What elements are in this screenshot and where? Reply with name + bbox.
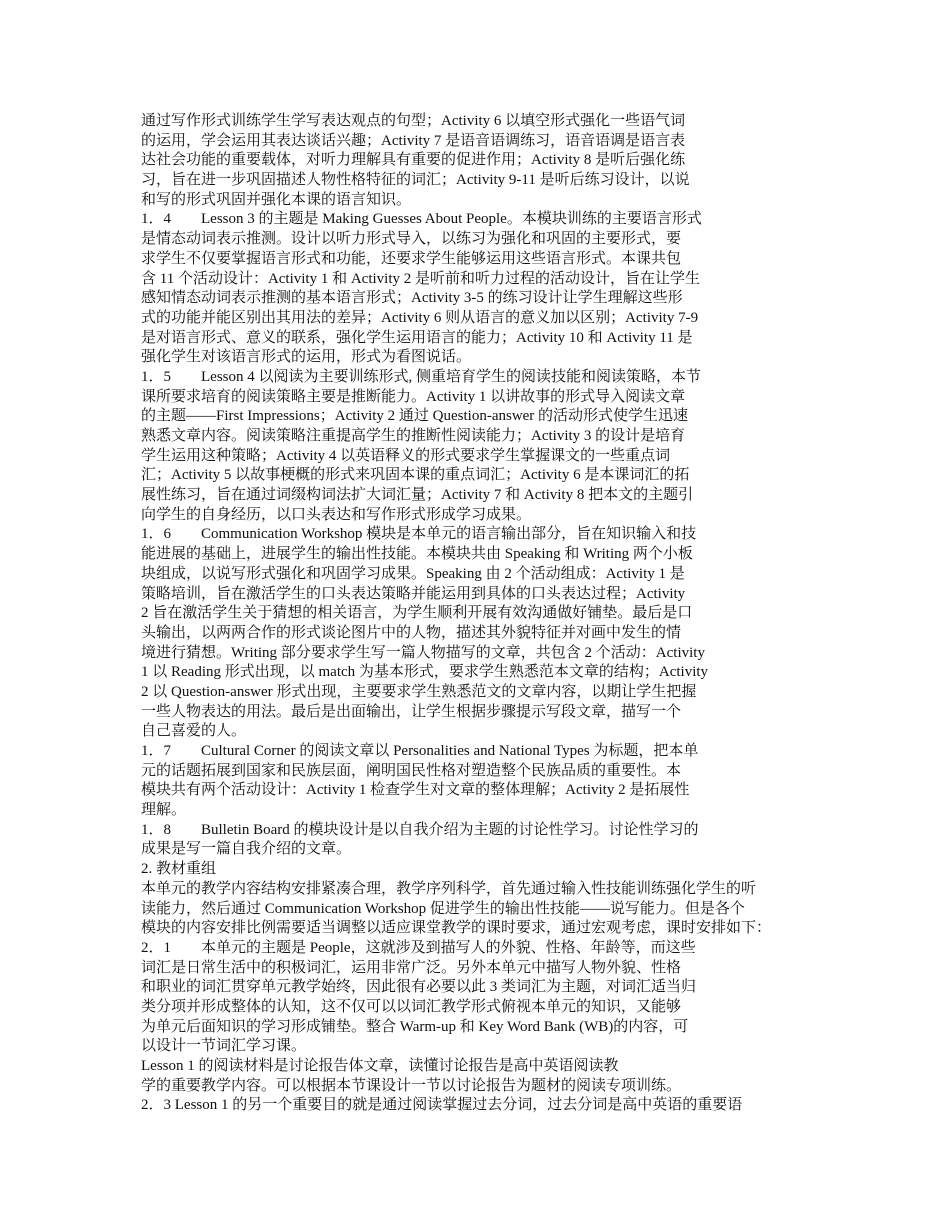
text-line: 1．5 Lesson 4 以阅读为主要训练形式, 侧重培育学生的阅读技能和阅读策略，本节 xyxy=(141,368,701,385)
text-line: 2 以 Question-answer 形式出现，主要要求学生熟悉范文的文章内容，以期让学生把握 xyxy=(141,683,697,700)
text-line: 是情态动词表示推测。设计以听力形式导入，以练习为强化和巩固的主要形式，要 xyxy=(141,231,682,248)
text-line: 式的功能并能区别出其用法的差异；Activity 6 则从语言的意义加以区别；Activity 7-9 xyxy=(141,309,699,326)
text-line: 达社会功能的重要载体，对听力理解具有重要的促进作用；Activity 8 是听后强化练 xyxy=(141,152,686,169)
text-line: 头输出，以两两合作的形式谈论图片中的人物，描述其外貌特征并对画中发生的情 xyxy=(141,624,682,641)
text-line: 类分项并形成整体的认知，这不仅可以以词汇教学形式俯视本单元的知识，又能够 xyxy=(141,998,682,1015)
text-line: 汇；Activity 5 以故事梗概的形式来巩固本课的重点词汇；Activity 6 是本课词汇的拓 xyxy=(141,467,690,484)
text-line: 和职业的词汇贯穿单元教学始终，因此很有必要以此 3 类词汇为主题，对词汇适当归 xyxy=(141,979,697,996)
text-line: 向学生的自身经历，以口头表达和写作形式形成学习成果。 xyxy=(141,506,532,523)
text-line: 一些人物表达的用法。最后是出面输出，让学生根据步骤提示写段文章，描写一个 xyxy=(141,703,682,720)
text-line: 读能力，然后通过 Communication Workshop 促进学生的输出性技能——说写能力。但是各个 xyxy=(141,900,745,917)
text-line: 策略培训，旨在激活学生的口头表达策略并能运用到具体的口头表达过程；Activity xyxy=(141,585,686,602)
document-body xyxy=(141,112,821,1116)
text-line: 境进行猜想。Writing 部分要求学生写一篇人物描写的文章，共包含 2 个活动：Activity xyxy=(141,644,705,661)
text-line: 以设计一节词汇学习课。 xyxy=(141,1038,307,1055)
text-line: 1．6 Communication Workshop 模块是本单元的语言输出部分，旨在知识输入和技 xyxy=(141,526,697,543)
text-line: 块组成，以说写形式强化和巩固学习成果。Speaking 由 2 个活动组成：Activity 1 是 xyxy=(141,565,685,582)
text-line: Lesson 1 的阅读材料是讨论报告体文章，读懂讨论报告是高中英语阅读教 xyxy=(141,1058,619,1074)
text-line: 习，旨在进一步巩固描述人物性格特征的词汇；Activity 9-11 是听后练习设计，以说 xyxy=(141,172,690,189)
text-line: 模块的内容安排比例需要适当调整以适应课堂教学的课时要求，通过宏观考虑，课时安排如下： xyxy=(141,920,772,937)
text-line: 课所要求培育的阅读策略主要是推断能力。Activity 1 以讲故事的形式导入阅读文章 xyxy=(141,388,686,405)
text-line: 词汇是日常生活中的积极词汇，运用非常广泛。另外本单元中描写人物外貌、性格 xyxy=(141,959,682,976)
text-line: 1．4 Lesson 3 的主题是 Making Guesses About People。本模块训练的主要语言形式 xyxy=(141,211,702,228)
text-line: 通过写作形式训练学生学写表达观点的句型；Activity 6 以填空形式强化一些语气词 xyxy=(141,113,686,129)
text-line: 求学生不仅要掌握语言形式和功能，还要求学生能够运用这些语言形式。本课共包 xyxy=(141,250,682,267)
text-line: 熟悉文章内容。阅读策略注重提高学生的推断性阅读能力；Activity 3 的设计是培育 xyxy=(141,428,686,444)
text-line: 是对语言形式、意义的联系，强化学生运用语言的能力；Activity 10 和 Activity 11 是 xyxy=(141,329,693,346)
text-line: 模块共有两个活动设计：Activity 1 检查学生对文章的整体理解；Activity 2 是拓展性 xyxy=(141,782,690,799)
text-line: 2．1 本单元的主题是 People，这就涉及到描写人的外貌、性格、年龄等，而这些 xyxy=(141,939,696,956)
text-line: 元的话题拓展到国家和民族层面，阐明国民性格对塑造整个民族品质的重要性。本 xyxy=(141,762,682,779)
text-line: 2 旨在激活学生关于猜想的相关语言，为学生顺利开展有效沟通做好铺垫。最后是口 xyxy=(141,605,693,622)
text-line: 理解。 xyxy=(141,802,187,819)
text-line: 1 以 Reading 形式出现，以 match 为基本形式，要求学生熟悉范本文章的结构；Activity xyxy=(141,664,709,681)
text-line: 展性练习，旨在通过词缀构词法扩大词汇量；Activity 7 和 Activity 8 把本文的主题引 xyxy=(141,487,694,504)
text-line: 成果是写一篇自我介绍的文章。 xyxy=(141,841,352,858)
text-line: 1．7 Cultural Corner 的阅读文章以 Personalities and National Types 为标题，把本单 xyxy=(141,743,699,759)
text-line: 能进展的基础上，进展学生的输出性技能。本模块共由 Speaking 和 Writing 两个小板 xyxy=(141,546,693,563)
text-line: 2．3 Lesson 1 的另一个重要目的就是通过阅读掌握过去分词，过去分词是高中英语的重要语 xyxy=(141,1097,743,1114)
text-line: 含 11 个活动设计：Activity 1 和 Activity 2 是听前和听力过程的活动设计，旨在让学生 xyxy=(141,270,701,287)
text-line: 2. 教材重组 xyxy=(141,861,217,878)
text-line: 1．8 Bulletin Board 的模块设计是以自我介绍为主题的讨论性学习。讨论性学习的 xyxy=(141,821,699,838)
text-line: 的运用，学会运用其表达谈话兴趣；Activity 7 是语音语调练习，语音语调是语言表 xyxy=(141,132,686,149)
text-line: 学生运用这种策略；Activity 4 以英语释义的形式要求学生掌握课文的一些重点词 xyxy=(141,447,671,464)
text-line: 感知情态动词表示推测的基本语言形式；Activity 3-5 的练习设计让学生理解这些形 xyxy=(141,290,683,307)
text-line: 的主题——First Impressions；Activity 2 通过 Question-answer 的活动形式使学生迅速 xyxy=(141,408,689,425)
text-line: 自己喜爱的人。 xyxy=(141,723,247,740)
text-line: 学的重要教学内容。可以根据本节课设计一节以讨论报告为题材的阅读专项训练。 xyxy=(141,1077,682,1094)
text-line: 本单元的教学内容结构安排紧凑合理，教学序列科学，首先通过输入性技能训练强化学生的听 xyxy=(141,880,757,897)
text-line: 为单元后面知识的学习形成铺垫。整合 Warm-up 和 Key Word Bank (WB)的内容，可 xyxy=(141,1018,689,1035)
text-line: 强化学生对该语言形式的运用，形式为看图说话。 xyxy=(141,349,472,366)
text-line: 和写的形式巩固并强化本课的语言知识。 xyxy=(141,191,412,208)
